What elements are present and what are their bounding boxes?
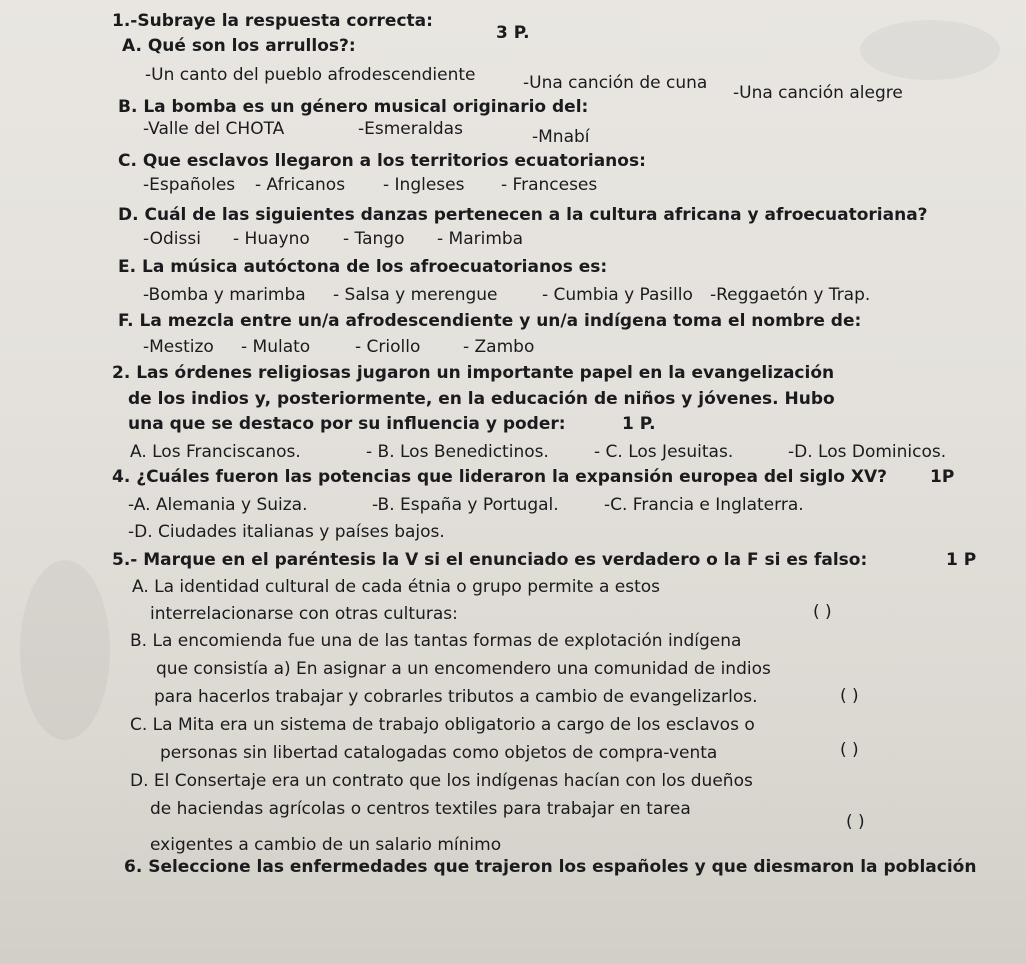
q5a-line-1: A. La identidad cultural de cada étnia o grupo permite a estos	[132, 577, 661, 597]
q5d-line-1: D. El Consertaje era un contrato que los indígenas hacían con los dueños	[130, 771, 753, 791]
q2-points: 1 P.	[622, 414, 656, 434]
q1d-option-4[interactable]: - Marimba	[437, 229, 524, 249]
q5b-answer-box[interactable]: ( )	[840, 686, 859, 706]
q5d-line-2: de haciendas agrícolas o centros textiles para trabajar en tarea	[150, 799, 691, 819]
q5a-line-2: interrelacionarse con otras culturas:	[150, 604, 458, 624]
q1f-option-2[interactable]: - Mulato	[241, 337, 311, 357]
q1f-option-4[interactable]: - Zambo	[463, 337, 535, 357]
q1c-option-4[interactable]: - Franceses	[501, 175, 598, 195]
q1e-option-1[interactable]: -Bomba y marimba	[143, 285, 306, 305]
q1e-option-2[interactable]: - Salsa y merengue	[333, 285, 498, 305]
q1f-option-3[interactable]: - Criollo	[355, 337, 421, 357]
q2-option-d[interactable]: -D. Los Dominicos.	[788, 442, 947, 462]
q1e-option-4[interactable]: -Reggaetón y Trap.	[710, 285, 871, 305]
q4-option-c[interactable]: -C. Francia e Inglaterra.	[604, 495, 804, 515]
q2-line-1: 2. Las órdenes religiosas jugaron un importante papel en la evangelización	[112, 363, 835, 383]
q1-title: 1.-Subraye la respuesta correcta:	[112, 11, 433, 31]
q1c-option-2[interactable]: - Africanos	[255, 175, 346, 195]
q1c-option-1[interactable]: -Españoles	[143, 175, 236, 195]
q1a-option-1[interactable]: -Un canto del pueblo afrodescendiente	[145, 65, 476, 85]
q1b-option-3[interactable]: -Mnabí	[532, 127, 590, 147]
paper-shadow	[20, 560, 110, 740]
q5d-line-3: exigentes a cambio de un salario mínimo	[150, 835, 502, 855]
q1d-question: D. Cuál de las siguientes danzas pertenecen a la cultura africana y afroecuatoriana?	[118, 205, 928, 225]
q4-option-b[interactable]: -B. España y Portugal.	[372, 495, 559, 515]
q2-option-c[interactable]: - C. Los Jesuitas.	[594, 442, 734, 462]
q5b-line-3: para hacerlos trabajar y cobrarles tributos a cambio de evangelizarlos.	[154, 687, 758, 707]
q1b-option-2[interactable]: -Esmeraldas	[358, 119, 463, 139]
q2-line-3: una que se destaco por su influencia y poder:	[128, 414, 566, 434]
q5b-line-2: que consistía a) En asignar a un encomendero una comunidad de indios	[156, 659, 771, 679]
q1b-question: B. La bomba es un género musical originario del:	[118, 97, 589, 117]
q5c-line-2: personas sin libertad catalogadas como objetos de compra-venta	[160, 743, 718, 763]
q2-option-b[interactable]: - B. Los Benedictinos.	[366, 442, 549, 462]
q1f-option-1[interactable]: -Mestizo	[143, 337, 214, 357]
q4-option-d[interactable]: -D. Ciudades italianas y países bajos.	[128, 522, 445, 542]
q2-line-2: de los indios y, posteriormente, en la educación de niños y jóvenes. Hubo	[128, 389, 835, 409]
q1f-question: F. La mezcla entre un/a afrodescendiente y un/a indígena toma el nombre de:	[118, 311, 862, 331]
q1c-option-3[interactable]: - Ingleses	[383, 175, 465, 195]
q5b-line-1: B. La encomienda fue una de las tantas formas de explotación indígena	[130, 631, 742, 651]
q5a-answer-box[interactable]: ( )	[813, 602, 832, 622]
q4-points: 1P	[930, 467, 955, 487]
q5-title: 5.- Marque en el paréntesis la V si el enunciado es verdadero o la F si es falso:	[112, 550, 868, 570]
q2-option-a[interactable]: A. Los Franciscanos.	[130, 442, 301, 462]
q5-points: 1 P	[946, 550, 977, 570]
q1a-option-3[interactable]: -Una canción alegre	[733, 83, 903, 103]
q1e-option-3[interactable]: - Cumbia y Pasillo	[542, 285, 693, 305]
q6-question: 6. Seleccione las enfermedades que trajeron los españoles y que diesmaron la población	[124, 857, 977, 877]
paper-shadow	[860, 20, 1000, 80]
q1c-question: C. Que esclavos llegaron a los territorios ecuatorianos:	[118, 151, 646, 171]
q4-option-a[interactable]: -A. Alemania y Suiza.	[128, 495, 308, 515]
q1b-option-1[interactable]: -Valle del CHOTA	[143, 119, 285, 139]
q1a-option-2[interactable]: -Una canción de cuna	[523, 73, 708, 93]
q1e-question: E. La música autóctona de los afroecuatorianos es:	[118, 257, 608, 277]
q4-question: 4. ¿Cuáles fueron las potencias que lideraron la expansión europea del siglo XV?	[112, 467, 887, 487]
q1d-option-1[interactable]: -Odissi	[143, 229, 201, 249]
q1a-question: A. Qué son los arrullos?:	[122, 36, 356, 56]
q5c-line-1: C. La Mita era un sistema de trabajo obligatorio a cargo de los esclavos o	[130, 715, 755, 735]
q1d-option-2[interactable]: - Huayno	[233, 229, 310, 249]
q5c-answer-box[interactable]: ( )	[840, 740, 859, 760]
q5d-answer-box[interactable]: ( )	[846, 812, 865, 832]
q1d-option-3[interactable]: - Tango	[343, 229, 405, 249]
q1-points: 3 P.	[496, 23, 530, 43]
